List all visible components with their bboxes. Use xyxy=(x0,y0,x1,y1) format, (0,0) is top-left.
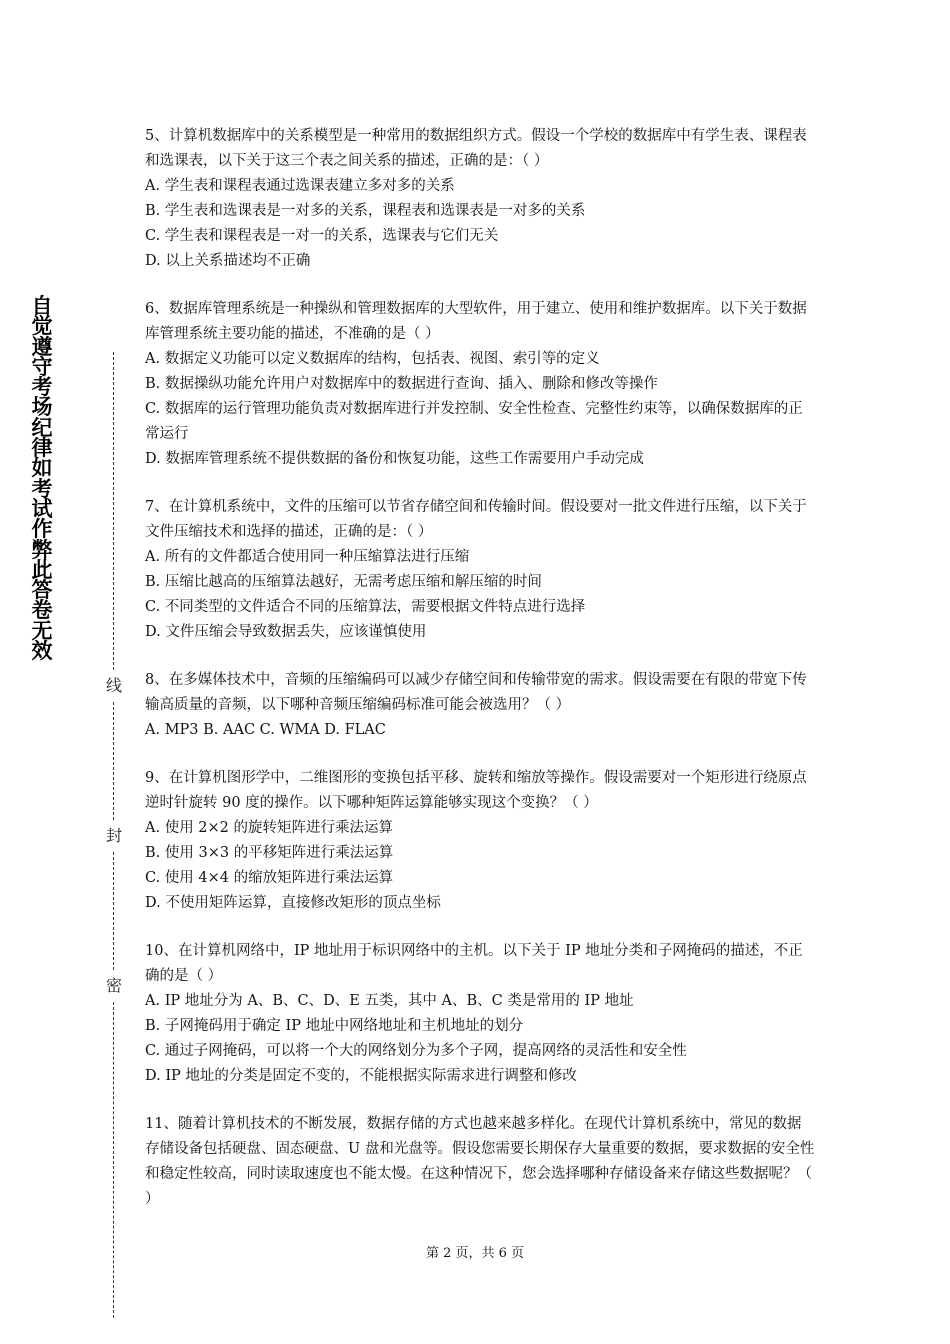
option-c: C. 通过子网掩码，可以将一个大的网络划分为多个子网，提高网络的灵活性和安全性 xyxy=(145,1043,687,1059)
question-stem: 10、在计算机网络中，IP 地址用于标识网络中的主机。以下关于 IP 地址分类和子网掩码的描述，不正确的是（ ） xyxy=(145,943,803,984)
binding-char-secret: 密 xyxy=(106,976,123,995)
option-d: D. 数据库管理系统不提供数据的备份和恢复功能，这些工作需要用户手动完成 xyxy=(145,451,644,467)
question-8 xyxy=(145,668,815,743)
question-stem: 5、计算机数据库中的关系模型是一种常用的数据组织方式。假设一个学校的数据库中有学生表、课程表和选课表，以下关于这三个表之间关系的描述，正确的是：（ ） xyxy=(145,128,807,169)
binding-dash-segment xyxy=(113,1002,114,1318)
option-d: D. 不使用矩阵运算，直接修改矩形的顶点坐标 xyxy=(145,895,441,911)
option-b: B. 学生表和选课表是一对多的关系，课程表和选课表是一对多的关系 xyxy=(145,203,586,219)
question-stem: 11、随着计算机技术的不断发展，数据存储的方式也越来越多样化。在现代计算机系统中，常见的数据存储设备包括硬盘、固态硬盘、U 盘和光盘等。假设您需要长期保存大量重要的数据，要求数据的安全性和稳定性较高，同时读取速度也不能太慢。在这种情况下，您会选择哪种存储设备来存储这些数据呢？（ ） xyxy=(145,1116,815,1207)
option-b: B. 数据操纵功能允许用户对数据库中的数据进行查询、插入、删除和修改等操作 xyxy=(145,376,658,392)
option-d: D. IP 地址的分类是固定不变的，不能根据实际需求进行调整和修改 xyxy=(145,1068,577,1084)
question-stem: 6、数据库管理系统是一种操纵和管理数据库的大型软件，用于建立、使用和维护数据库。以下关于数据库管理系统主要功能的描述，不准确的是（ ） xyxy=(145,301,807,342)
option-d: D. 以上关系描述均不正确 xyxy=(145,253,311,269)
option-a: A. 使用 2×2 的旋转矩阵进行乘法运算 xyxy=(145,820,394,836)
option-a: A. 所有的文件都适合使用同一种压缩算法进行压缩 xyxy=(145,549,470,565)
option-d: D. 文件压缩会导致数据丢失，应该谨慎使用 xyxy=(145,624,427,640)
question-7 xyxy=(145,495,815,645)
binding-char-seal: 封 xyxy=(106,826,123,845)
question-stem: 9、在计算机图形学中，二维图形的变换包括平移、旋转和缩放等操作。假设需要对一个矩形进行绕原点逆时针旋转 90 度的操作。以下哪种矩阵运算能够实现这个变换？（ ） xyxy=(145,770,807,811)
question-5 xyxy=(145,124,815,274)
option-a: A. 学生表和课程表通过选课表建立多对多的关系 xyxy=(145,178,455,194)
option-b: B. 压缩比越高的压缩算法越好，无需考虑压缩和解压缩的时间 xyxy=(145,574,542,590)
page-number: 第 2 页，共 6 页 xyxy=(425,1246,525,1261)
question-9 xyxy=(145,766,815,916)
binding-dash-segment xyxy=(113,702,114,820)
option-c: C. 使用 4×4 的缩放矩阵进行乘法运算 xyxy=(145,870,394,886)
question-list xyxy=(145,124,815,1235)
question-stem: 8、在多媒体技术中，音频的压缩编码可以减少存储空间和传输带宽的需求。假设需要在有限的带宽下传输高质量的音频，以下哪种音频压缩编码标准可能会被选用？（ ） xyxy=(145,672,807,713)
option-c: C. 学生表和课程表是一对一的关系，选课表与它们无关 xyxy=(145,228,499,244)
question-stem: 7、在计算机系统中，文件的压缩可以节省存储空间和传输时间。假设要对一批文件进行压缩，以下关于文件压缩技术和选择的描述，正确的是：（ ） xyxy=(145,499,807,540)
binding-char-line: 线 xyxy=(106,676,123,695)
question-6 xyxy=(145,297,815,472)
question-10 xyxy=(145,939,815,1089)
options-inline: A. MP3 B. AAC C. WMA D. FLAC xyxy=(145,722,386,738)
option-a: A. 数据定义功能可以定义数据库的结构，包括表、视图、索引等的定义 xyxy=(145,351,600,367)
option-b: B. 子网掩码用于确定 IP 地址中网络地址和主机地址的划分 xyxy=(145,1018,524,1034)
option-c: C. 不同类型的文件适合不同的压缩算法，需要根据文件特点进行选择 xyxy=(145,599,586,615)
exam-discipline-notice: 自觉遵守考场纪律如考试作弊此答卷无效 xyxy=(31,294,53,664)
option-c: C. 数据库的运行管理功能负责对数据库进行并发控制、安全性检查、完整性约束等，以确保数据库的正常运行 xyxy=(145,401,803,442)
binding-dash-segment xyxy=(113,852,114,970)
option-b: B. 使用 3×3 的平移矩阵进行乘法运算 xyxy=(145,845,394,861)
binding-line xyxy=(103,352,125,1318)
option-a: A. IP 地址分为 A、B、C、D、E 五类，其中 A、B、C 类是常用的 IP 地址 xyxy=(145,993,634,1009)
binding-dash-segment xyxy=(113,352,114,670)
question-11 xyxy=(145,1112,815,1212)
